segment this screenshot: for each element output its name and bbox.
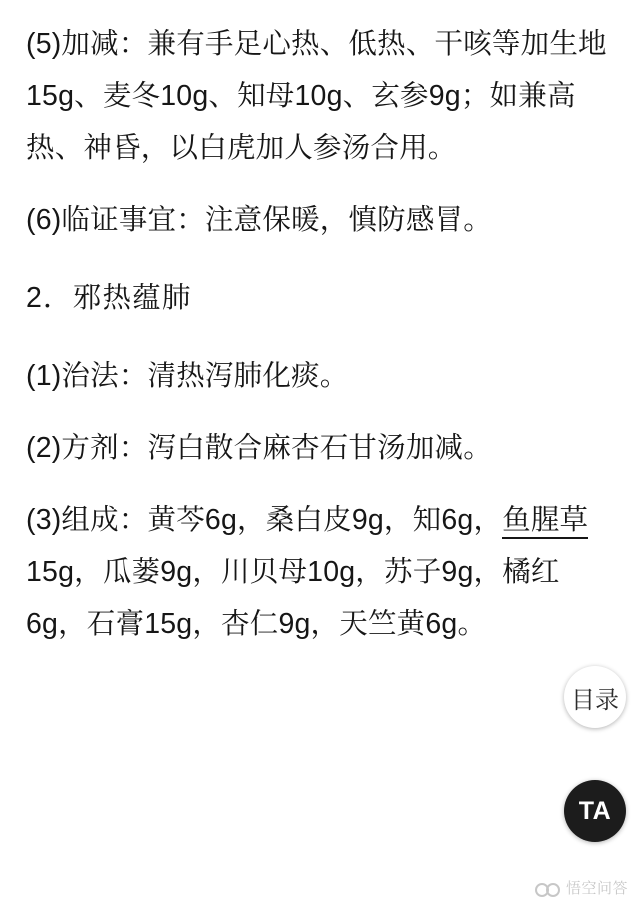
font-size-button-label: TA — [578, 796, 612, 825]
paragraph-fangji: (2)方剂：泻白散合麻杏石甘汤加减。 — [26, 432, 492, 464]
zucheng-text-part3: 15g，瓜蒌9g，川贝母10g，苏子9g，橘红6g，石膏15g，杏仁9g，天竺黄6g。 — [26, 556, 560, 640]
catalog-button-label: 目录 — [571, 686, 619, 714]
paragraph-linzheng: (6)临证事宜：注意保暖，慎防感冒。 — [26, 204, 492, 236]
zucheng-text-part1: (3)组成：黄芩6g，桑白皮9g，知 — [26, 504, 442, 536]
wukong-logo-icon — [535, 881, 561, 895]
section-heading-xiereyunfei: 2．邪热蕴肺 — [26, 282, 192, 314]
paragraph-zhifa: (1)治法：清热泻肺化痰。 — [26, 360, 349, 392]
paragraph-zucheng — [26, 494, 614, 650]
watermark — [535, 877, 628, 898]
zucheng-text-underlined: 鱼腥草 — [502, 504, 588, 539]
paragraph-jiajian: (5)加减：兼有手足心热、低热、干咳等加生地15g、麦冬10g、知母10g、玄参9g；如兼高热、神昏，以白虎加人参汤合用。 — [26, 28, 607, 164]
catalog-button[interactable] — [564, 666, 626, 728]
watermark-label: 悟空问答 — [565, 880, 628, 897]
zucheng-text-part2: 6g， — [441, 504, 503, 536]
font-size-button[interactable] — [564, 780, 626, 842]
